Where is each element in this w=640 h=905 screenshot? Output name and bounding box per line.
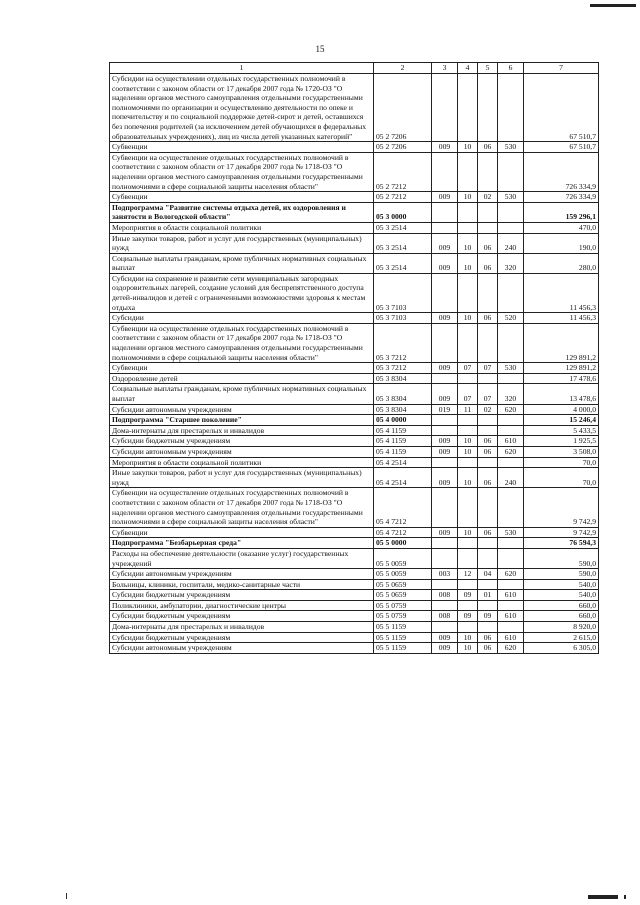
row-code-cell: 05 5 0059 [374,569,432,580]
row-subsection-cell [478,202,498,222]
row-expense-type-cell: 530 [498,363,524,374]
row-name-cell: Подпрограмма "Безбарьерная среда" [110,538,374,549]
row-expense-type-cell [498,202,524,222]
row-code-cell: 05 3 2514 [374,222,432,233]
row-amount-cell: 1 925,5 [524,436,599,447]
row-name-cell: Субсидии бюджетным учреждениям [110,436,374,447]
row-expense-type-cell: 610 [498,590,524,601]
row-name-cell: Субсидии автономным учреждениям [110,643,374,654]
row-expense-type-cell [498,425,524,436]
row-amount-cell: 13 478,6 [524,384,599,404]
row-name-cell: Субвенции [110,192,374,203]
row-ministry-cell [432,222,458,233]
row-expense-type-cell [498,373,524,384]
row-expense-type-cell [498,548,524,568]
row-amount-cell: 129 891,2 [524,363,599,374]
row-expense-type-cell: 610 [498,611,524,622]
row-expense-type-cell: 620 [498,446,524,457]
row-subsection-cell [478,152,498,191]
table-row [110,468,599,488]
scan-mark-top [590,4,636,7]
col-header-3: 3 [432,63,458,74]
row-amount-cell: 11 456,3 [524,313,599,324]
row-expense-type-cell: 530 [498,142,524,153]
table-row [110,446,599,457]
row-amount-cell: 11 456,3 [524,273,599,312]
row-amount-cell: 129 891,2 [524,323,599,362]
row-amount-cell: 70,0 [524,468,599,488]
row-subsection-cell: 06 [478,527,498,538]
row-name-cell: Социальные выплаты гражданам, кроме публичных нормативных социальных выплат [110,384,374,404]
row-code-cell: 05 5 0759 [374,611,432,622]
row-code-cell: 05 4 1159 [374,446,432,457]
header-row [110,63,599,74]
row-name-cell: Мероприятия в области социальной политики [110,222,374,233]
row-amount-cell: 590,0 [524,548,599,568]
row-code-cell: 05 4 7212 [374,488,432,527]
row-code-cell: 05 4 0000 [374,415,432,426]
row-expense-type-cell: 620 [498,569,524,580]
row-ministry-cell: 009 [432,384,458,404]
row-expense-type-cell [498,273,524,312]
row-section-cell [458,488,478,527]
row-amount-cell: 726 334,9 [524,192,599,203]
row-section-cell: 10 [458,468,478,488]
row-section-cell [458,579,478,590]
page-number: 15 [315,44,325,54]
table-row [110,233,599,253]
table-row [110,323,599,362]
row-ministry-cell [432,74,458,142]
row-subsection-cell [478,415,498,426]
row-amount-cell: 159 296,1 [524,202,599,222]
row-code-cell: 05 5 0759 [374,600,432,611]
row-code-cell: 05 4 1159 [374,425,432,436]
scan-mark-bottom-right-small [624,895,626,899]
row-section-cell: 10 [458,253,478,273]
row-amount-cell: 70,0 [524,457,599,468]
subprogram-row [110,538,599,549]
row-ministry-cell [432,488,458,527]
row-amount-cell: 6 305,0 [524,643,599,654]
row-code-cell: 05 5 0659 [374,590,432,601]
row-ministry-cell [432,323,458,362]
row-section-cell: 10 [458,632,478,643]
row-name-cell: Подпрограмма "Развитие системы отдыха детей, их оздоровления и занятости в Вологодской области" [110,202,374,222]
row-name-cell: Дома-интернаты для престарелых и инвалидов [110,622,374,633]
row-subsection-cell: 06 [478,468,498,488]
row-ministry-cell [432,538,458,549]
scan-mark-bottom-right [588,895,618,899]
table-row [110,436,599,447]
budget-table [109,62,599,654]
row-name-cell: Больницы, клиники, госпитали, медико-санитарные части [110,579,374,590]
row-ministry-cell: 009 [432,527,458,538]
row-code-cell: 05 3 7212 [374,323,432,362]
row-subsection-cell: 06 [478,632,498,643]
row-code-cell: 05 2 7206 [374,74,432,142]
row-name-cell: Иные закупки товаров, работ и услуг для государственных (муниципальных) нужд [110,468,374,488]
table-row [110,253,599,273]
row-subsection-cell: 09 [478,611,498,622]
row-subsection-cell [478,323,498,362]
row-name-cell: Оздоровление детей [110,373,374,384]
row-amount-cell: 2 615,0 [524,632,599,643]
col-header-2: 2 [374,63,432,74]
row-amount-cell: 67 510,7 [524,142,599,153]
row-ministry-cell: 009 [432,632,458,643]
row-section-cell: 09 [458,590,478,601]
row-subsection-cell [478,273,498,312]
row-code-cell: 05 5 1159 [374,632,432,643]
row-ministry-cell: 008 [432,611,458,622]
table-row [110,611,599,622]
row-amount-cell: 4 000,0 [524,404,599,415]
table-row [110,457,599,468]
row-ministry-cell [432,622,458,633]
row-section-cell: 10 [458,142,478,153]
row-amount-cell: 67 510,7 [524,74,599,142]
row-name-cell: Дома-интернаты для престарелых и инвалидов [110,425,374,436]
row-name-cell: Подпрограмма "Старшее поколение" [110,415,374,426]
col-header-5: 5 [478,63,498,74]
row-ministry-cell: 009 [432,436,458,447]
row-expense-type-cell [498,74,524,142]
table-row [110,600,599,611]
row-name-cell: Субсидии автономным учреждениям [110,446,374,457]
table-row [110,632,599,643]
row-expense-type-cell [498,538,524,549]
row-section-cell [458,273,478,312]
row-section-cell [458,457,478,468]
row-name-cell: Субсидии бюджетным учреждениям [110,590,374,601]
row-expense-type-cell [498,579,524,590]
row-expense-type-cell: 610 [498,632,524,643]
row-section-cell: 10 [458,192,478,203]
row-expense-type-cell [498,622,524,633]
row-section-cell: 11 [458,404,478,415]
row-amount-cell: 726 334,9 [524,152,599,191]
row-subsection-cell: 02 [478,192,498,203]
row-expense-type-cell [498,600,524,611]
row-subsection-cell: 06 [478,643,498,654]
row-ministry-cell: 009 [432,446,458,457]
row-expense-type-cell [498,457,524,468]
table-row [110,373,599,384]
table-row [110,590,599,601]
row-expense-type-cell [498,488,524,527]
row-subsection-cell [478,457,498,468]
row-name-cell: Субсидии бюджетным учреждениям [110,611,374,622]
row-ministry-cell: 009 [432,468,458,488]
table-row [110,425,599,436]
row-section-cell [458,548,478,568]
row-amount-cell: 190,0 [524,233,599,253]
row-expense-type-cell [498,323,524,362]
row-code-cell: 05 5 1159 [374,643,432,654]
row-ministry-cell [432,273,458,312]
row-ministry-cell: 003 [432,569,458,580]
table-row [110,192,599,203]
row-subsection-cell: 02 [478,404,498,415]
row-subsection-cell [478,488,498,527]
row-code-cell: 05 3 7103 [374,273,432,312]
row-subsection-cell: 06 [478,446,498,457]
row-name-cell: Субвенции на осуществление отдельных государственных полномочий в соответствии с законом области от 17 декабря 2007 года № 1718-ОЗ "О наделении органов местного самоуправления отдельными государственными полномочиями в сфере социальной защиты населения области" [110,323,374,362]
table-row [110,404,599,415]
row-code-cell: 05 4 7212 [374,527,432,538]
row-ministry-cell: 009 [432,313,458,324]
row-ministry-cell: 008 [432,590,458,601]
row-ministry-cell: 009 [432,192,458,203]
table-row [110,527,599,538]
row-code-cell: 05 2 7212 [374,152,432,191]
row-code-cell: 05 5 0000 [374,538,432,549]
row-code-cell: 05 3 8304 [374,373,432,384]
row-subsection-cell: 06 [478,142,498,153]
row-name-cell: Мероприятия в области социальной политики [110,457,374,468]
row-name-cell: Субвенции [110,363,374,374]
row-section-cell [458,622,478,633]
row-ministry-cell [432,457,458,468]
row-ministry-cell: 019 [432,404,458,415]
row-section-cell: 12 [458,569,478,580]
row-ministry-cell [432,600,458,611]
row-name-cell: Субвенции [110,142,374,153]
row-code-cell: 05 3 8304 [374,404,432,415]
row-code-cell: 05 4 1159 [374,436,432,447]
row-expense-type-cell: 520 [498,313,524,324]
row-name-cell: Субсидии бюджетным учреждениям [110,632,374,643]
subprogram-row [110,415,599,426]
col-header-7: 7 [524,63,599,74]
row-subsection-cell [478,425,498,436]
row-section-cell [458,202,478,222]
row-subsection-cell: 06 [478,313,498,324]
row-expense-type-cell: 240 [498,233,524,253]
row-name-cell: Субсидии [110,313,374,324]
row-section-cell [458,152,478,191]
row-expense-type-cell: 240 [498,468,524,488]
row-section-cell: 10 [458,643,478,654]
scan-mark-bottom-left [66,893,67,899]
row-amount-cell: 8 920,0 [524,622,599,633]
row-ministry-cell: 009 [432,142,458,153]
row-amount-cell: 470,0 [524,222,599,233]
row-section-cell: 10 [458,436,478,447]
table-row [110,622,599,633]
col-header-4: 4 [458,63,478,74]
row-name-cell: Поликлиники, амбулатории, диагностические центры [110,600,374,611]
row-name-cell: Субсидии автономным учреждениям [110,404,374,415]
table-row [110,569,599,580]
row-name-cell: Субвенции на осуществление отдельных государственных полномочий в соответствии с законом области от 17 декабря 2007 года № 1718-ОЗ "О наделении органов местного самоуправления отдельными государственными полномочиями в сфере социальной защиты населения области" [110,152,374,191]
row-ministry-cell: 009 [432,643,458,654]
col-header-6: 6 [498,63,524,74]
row-section-cell [458,74,478,142]
row-subsection-cell [478,622,498,633]
table-row [110,363,599,374]
row-expense-type-cell: 620 [498,643,524,654]
row-name-cell: Расходы на обеспечение деятельности (оказание услуг) государственных учреждений [110,548,374,568]
row-subsection-cell [478,538,498,549]
table-row [110,273,599,312]
row-expense-type-cell: 530 [498,527,524,538]
row-amount-cell: 15 246,4 [524,415,599,426]
row-expense-type-cell: 320 [498,253,524,273]
row-section-cell [458,373,478,384]
row-subsection-cell [478,579,498,590]
row-code-cell: 05 3 2514 [374,233,432,253]
row-expense-type-cell: 530 [498,192,524,203]
row-code-cell: 05 4 2514 [374,457,432,468]
row-amount-cell: 280,0 [524,253,599,273]
row-code-cell: 05 3 8304 [374,384,432,404]
row-section-cell: 07 [458,363,478,374]
row-subsection-cell: 06 [478,233,498,253]
row-subsection-cell: 07 [478,363,498,374]
table-row [110,384,599,404]
row-ministry-cell: 009 [432,233,458,253]
row-subsection-cell: 01 [478,590,498,601]
row-amount-cell: 590,0 [524,569,599,580]
row-amount-cell: 540,0 [524,590,599,601]
row-amount-cell: 76 594,3 [524,538,599,549]
row-ministry-cell [432,373,458,384]
col-header-1: 1 [110,63,374,74]
table-row [110,579,599,590]
row-section-cell [458,425,478,436]
row-section-cell: 07 [458,384,478,404]
row-code-cell: 05 5 0059 [374,548,432,568]
row-expense-type-cell [498,152,524,191]
row-code-cell: 05 4 2514 [374,468,432,488]
row-section-cell [458,415,478,426]
row-amount-cell: 3 508,0 [524,446,599,457]
row-ministry-cell [432,202,458,222]
row-ministry-cell [432,415,458,426]
row-code-cell: 05 5 0659 [374,579,432,590]
row-amount-cell: 5 433,5 [524,425,599,436]
subprogram-row [110,202,599,222]
row-ministry-cell: 009 [432,363,458,374]
row-code-cell: 05 3 7212 [374,363,432,374]
row-subsection-cell [478,548,498,568]
row-ministry-cell [432,548,458,568]
table-row [110,152,599,191]
row-section-cell [458,600,478,611]
row-subsection-cell [478,222,498,233]
row-ministry-cell: 009 [432,253,458,273]
table-row [110,488,599,527]
row-subsection-cell [478,74,498,142]
row-name-cell: Субсидии на осуществлении отдельных государственных полномочий в соответствии с законом области от 17 декабря 2007 года № 1720-ОЗ "О наделении органов местного самоуправления отдельными государственными полномочиями по организации и осуществлению деятельности по опеке и попечительству и по социальной поддержке детей-сирот и детей, оставшихся без попечения родителей (за исключением детей обучающихся в федеральных образовательных учреждениях), лиц из числа детей указанных категорий" [110,74,374,142]
row-expense-type-cell [498,415,524,426]
table-row [110,222,599,233]
row-name-cell: Социальные выплаты гражданам, кроме публичных нормативных социальных выплат [110,253,374,273]
row-name-cell: Субвенции [110,527,374,538]
row-subsection-cell [478,373,498,384]
row-subsection-cell [478,600,498,611]
row-code-cell: 05 2 7212 [374,192,432,203]
row-ministry-cell [432,425,458,436]
row-section-cell: 10 [458,313,478,324]
row-expense-type-cell: 620 [498,404,524,415]
row-code-cell: 05 3 7103 [374,313,432,324]
row-amount-cell: 9 742,9 [524,488,599,527]
row-expense-type-cell: 610 [498,436,524,447]
row-name-cell: Субвенции на осуществление отдельных государственных полномочий в соответствии с законом области от 17 декабря 2007 года № 1718-ОЗ "О наделении органов местного самоуправления отдельными государственными полномочиями в сфере социальной защиты населения области" [110,488,374,527]
table-row [110,313,599,324]
table-row [110,142,599,153]
row-code-cell: 05 3 0000 [374,202,432,222]
table-row [110,548,599,568]
row-amount-cell: 9 742,9 [524,527,599,538]
row-ministry-cell [432,579,458,590]
row-subsection-cell: 07 [478,384,498,404]
row-expense-type-cell: 320 [498,384,524,404]
row-section-cell: 10 [458,233,478,253]
row-subsection-cell: 06 [478,253,498,273]
table-row [110,643,599,654]
row-amount-cell: 17 478,6 [524,373,599,384]
row-section-cell [458,222,478,233]
row-expense-type-cell [498,222,524,233]
row-subsection-cell: 06 [478,436,498,447]
row-section-cell: 09 [458,611,478,622]
row-ministry-cell [432,152,458,191]
row-code-cell: 05 5 1159 [374,622,432,633]
table-row [110,74,599,142]
row-amount-cell: 660,0 [524,600,599,611]
row-code-cell: 05 3 2514 [374,253,432,273]
row-name-cell: Иные закупки товаров, работ и услуг для государственных (муниципальных) нужд [110,233,374,253]
row-code-cell: 05 2 7206 [374,142,432,153]
row-amount-cell: 540,0 [524,579,599,590]
row-subsection-cell: 04 [478,569,498,580]
row-section-cell [458,538,478,549]
row-amount-cell: 660,0 [524,611,599,622]
row-section-cell: 10 [458,527,478,538]
row-section-cell: 10 [458,446,478,457]
row-name-cell: Субсидии автономным учреждениям [110,569,374,580]
row-section-cell [458,323,478,362]
row-name-cell: Субсидии на сохранение и развитие сети муниципальных загородных оздоровительных лагерей, создание условий для беспрепятственного доступа детей-инвалидов и детей с ограниченными возможностями здоровья к местам отдыха [110,273,374,312]
